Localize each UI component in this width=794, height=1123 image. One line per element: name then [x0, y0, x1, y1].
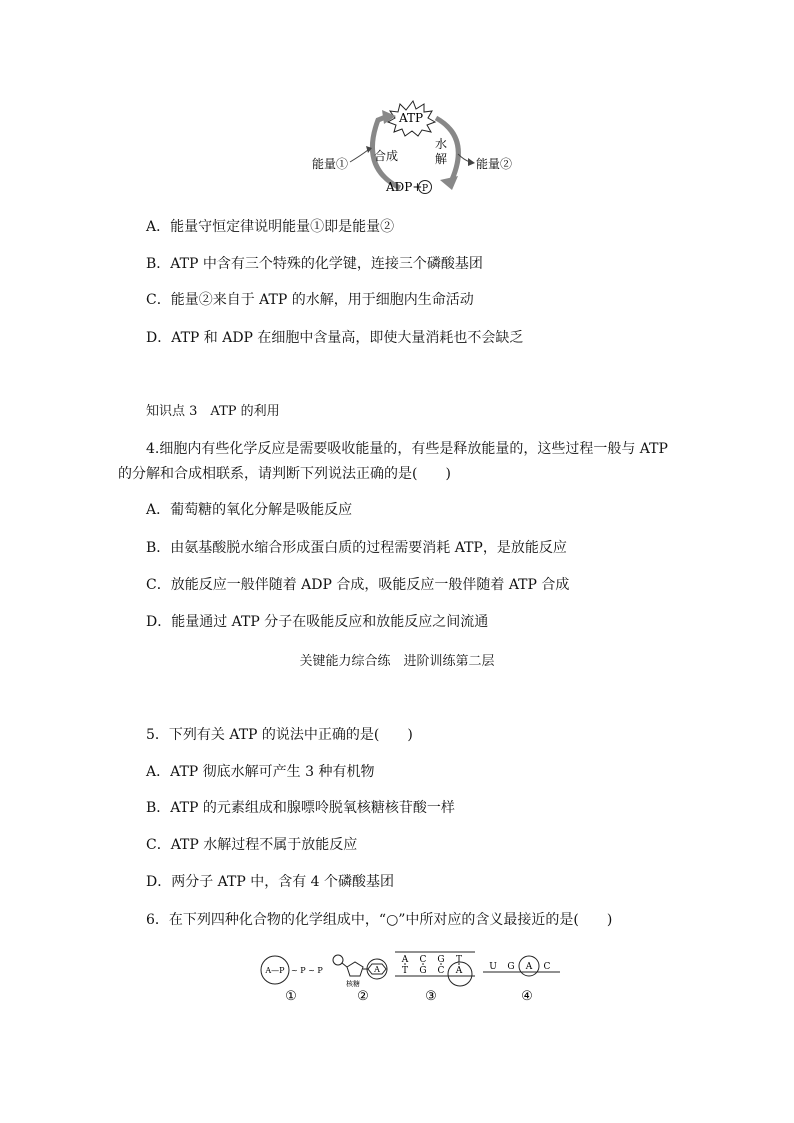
q5-option-c: C．ATP 水解过程不属于放能反应	[146, 837, 358, 853]
compound-figures	[255, 950, 575, 1010]
q5-option-b: B．ATP 的元素组成和腺嘌呤脱氧核糖核苷酸一样	[146, 800, 455, 816]
fig4-label: ④	[521, 989, 533, 1004]
fig2-circle-text: A	[374, 965, 380, 974]
fig3-top-1: A	[401, 955, 409, 965]
fig2-label: ②	[357, 989, 369, 1004]
synthesis-label: 合成	[373, 149, 399, 163]
hydrolysis-arrowhead	[440, 176, 458, 190]
phosphate-label: P	[421, 184, 429, 194]
fig2-sugar-label: 核糖	[346, 980, 360, 988]
adp-label: ADP+	[386, 180, 423, 194]
atp-label: ATP	[398, 111, 424, 125]
hydrolysis-arc	[436, 118, 458, 184]
fig3-bottom-1: T	[401, 966, 409, 976]
q3-option-a: A．能量守恒定律说明能量①即是能量②	[146, 219, 395, 235]
q4-option-c: C．放能反应一般伴随着 ADP 合成，吸能反应一般伴随着 ATP 合成	[146, 577, 570, 593]
fig3-bottom-4: A	[455, 966, 463, 976]
fig3-top-3: G	[437, 955, 445, 965]
fig4-letter-3: A	[525, 962, 533, 972]
fig2-pentagon	[347, 962, 363, 976]
q4-stem-line1: 4.细胞内有些化学反应是需要吸收能量的，有些是释放能量的，这些过程一般与 ATP	[146, 441, 668, 457]
fig4-letter-4: C	[543, 962, 551, 972]
fig3-top-4: T	[455, 955, 463, 965]
level-title: 关键能力综合练 进阶训练第二层	[299, 654, 495, 669]
hydrolysis-label-1: 水	[434, 137, 448, 151]
q4-option-b: B．由氨基酸脱水缩合形成蛋白质的过程需要消耗 ATP，是放能反应	[146, 540, 567, 556]
energy2-arrowhead	[468, 158, 475, 166]
atp-cycle-diagram	[300, 98, 530, 198]
fig1-label: ①	[285, 989, 297, 1004]
q4-stem-line2: 的分解和合成相联系，请判断下列说法正确的是( )	[118, 466, 451, 482]
fig1-text: A—P	[265, 966, 285, 975]
energy2-label: 能量②	[476, 157, 513, 171]
fig2-bond	[342, 963, 347, 967]
q3-option-b: B．ATP 中含有三个特殊的化学键，连接三个磷酸基团	[146, 256, 483, 272]
hydrolysis-label-2: 解	[434, 152, 448, 166]
energy1-label: 能量①	[312, 157, 349, 171]
fig1-tail: ~ P ~ P	[291, 966, 323, 975]
section-heading: 知识点 3 ATP 的利用	[146, 404, 280, 419]
energy1-arrow	[350, 150, 368, 162]
fig3-bottom-3: C	[437, 966, 445, 976]
q5-option-a: A．ATP 彻底水解可产生 3 种有机物	[146, 764, 375, 780]
q4-option-d: D．能量通过 ATP 分子在吸能反应和放能反应之间流通	[146, 614, 489, 630]
q5-stem: 5．下列有关 ATP 的说法中正确的是( )	[146, 727, 413, 743]
fig2-phosphate	[333, 955, 343, 965]
q3-option-d: D．ATP 和 ADP 在细胞中含量高，即使大量消耗也不会缺乏	[146, 330, 524, 346]
fig3-label: ③	[425, 989, 437, 1004]
q4-option-a: A．葡萄糖的氧化分解是吸能反应	[146, 502, 353, 518]
fig3-top-2: C	[419, 955, 427, 965]
fig4-letter-1: U	[489, 962, 497, 972]
q3-option-c: C．能量②来自于 ATP 的水解，用于细胞内生命活动	[146, 292, 474, 308]
q6-stem: 6．在下列四种化合物的化学组成中，“○”中所对应的含义最接近的是( )	[146, 912, 613, 928]
fig4-letter-2: G	[507, 962, 515, 972]
q5-option-d: D．两分子 ATP 中，含有 4 个磷酸基团	[146, 874, 395, 890]
fig3-bottom-2: G	[419, 966, 427, 976]
